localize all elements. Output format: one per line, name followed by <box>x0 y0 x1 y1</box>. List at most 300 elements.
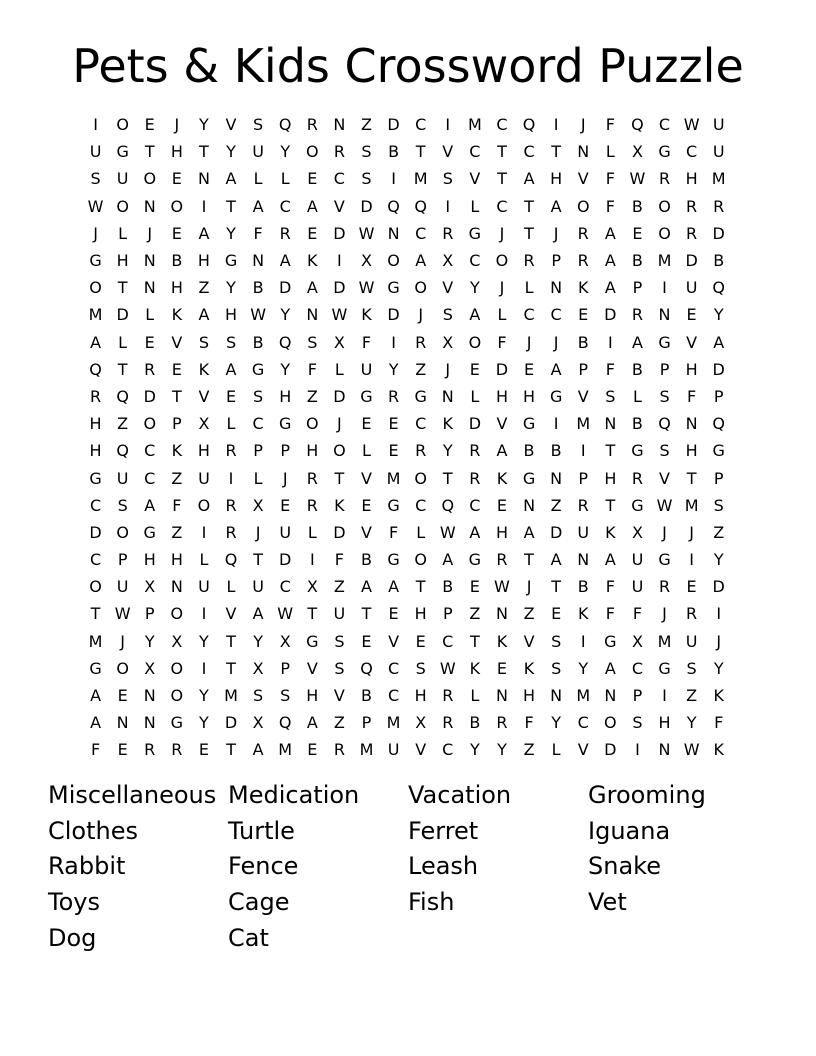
grid-letter: R <box>225 522 237 542</box>
grid-letter: F <box>172 495 182 515</box>
grid-letter: J <box>120 631 125 651</box>
grid-letter: Y <box>199 713 209 733</box>
word-list-item: Leash <box>408 852 479 881</box>
grid-letter: R <box>686 223 698 243</box>
grid-letter: F <box>307 359 317 379</box>
grid-letter: A <box>469 522 481 542</box>
grid-row <box>82 193 734 220</box>
grid-letter: C <box>89 550 102 570</box>
grid-letter: W <box>331 305 348 325</box>
grid-letter: R <box>469 441 481 461</box>
grid-letter: Y <box>497 740 507 760</box>
grid-letter: G <box>89 658 102 678</box>
grid-letter: A <box>713 332 725 352</box>
grid-letter: C <box>415 115 427 135</box>
grid-letter: E <box>198 740 209 760</box>
grid-letter: U <box>116 169 129 189</box>
grid-letter: H <box>550 169 563 189</box>
grid-letter: K <box>334 495 345 515</box>
grid-letter: U <box>360 359 373 379</box>
grid-letter: C <box>577 713 589 733</box>
grid-letter: A <box>523 522 535 542</box>
word-list-item: Vacation <box>408 781 512 809</box>
grid-letter: A <box>252 196 264 216</box>
grid-letter: T <box>605 441 616 461</box>
grid-letter: D <box>685 251 698 271</box>
grid-letter: Q <box>116 386 129 406</box>
grid-letter: D <box>495 359 509 379</box>
grid-letter: Y <box>551 713 562 733</box>
grid-letter: O <box>170 196 184 216</box>
grid-row <box>82 301 734 328</box>
grid-letter: C <box>469 251 481 271</box>
grid-letter: Z <box>171 468 183 488</box>
grid-letter: H <box>279 386 292 406</box>
grid-letter: D <box>333 278 346 298</box>
grid-letter: G <box>116 142 129 162</box>
grid-letter: R <box>577 223 589 243</box>
grid-letter: A <box>306 196 318 216</box>
grid-letter: W <box>629 169 646 189</box>
grid-letter: G <box>306 631 319 651</box>
grid-letter: N <box>252 251 265 271</box>
grid-letter: M <box>88 631 103 651</box>
grid-letter: E <box>144 115 155 135</box>
grid-letter: W <box>439 658 456 678</box>
grid-letter: N <box>495 604 508 624</box>
grid-letter: Z <box>469 604 481 624</box>
grid-letter: Y <box>226 278 236 298</box>
grid-letter: R <box>686 196 698 216</box>
word-list-item: Toys <box>48 888 100 917</box>
grid-letter: Y <box>199 631 209 651</box>
grid-letter: M <box>684 495 699 515</box>
grid-letter: J <box>553 223 559 243</box>
word-list-item: Snake <box>588 852 661 881</box>
grid-letter: X <box>198 414 210 434</box>
grid-row <box>82 628 734 655</box>
grid-letter: N <box>143 713 156 733</box>
grid-letter: R <box>279 223 291 243</box>
grid-letter: F <box>605 359 615 379</box>
grid-letter: R <box>306 115 318 135</box>
grid-letter: E <box>361 414 372 434</box>
grid-letter: I <box>445 115 451 135</box>
grid-letter: A <box>604 251 616 271</box>
grid-letter: M <box>386 468 401 488</box>
grid-letter: O <box>604 713 617 733</box>
grid-letter: I <box>553 414 559 434</box>
grid-letter: A <box>198 305 210 325</box>
grid-letter: L <box>416 522 426 542</box>
grid-letter: H <box>306 686 319 706</box>
grid-letter: T <box>415 142 426 162</box>
grid-letter: M <box>657 631 672 651</box>
grid-letter: D <box>712 577 725 597</box>
grid-letter: M <box>413 169 428 189</box>
grid-row <box>82 247 734 274</box>
grid-letter: H <box>658 713 671 733</box>
grid-letter: S <box>307 332 318 352</box>
grid-letter: Q <box>89 359 102 379</box>
grid-letter: E <box>117 740 128 760</box>
grid-letter: U <box>685 631 698 651</box>
grid-letter: V <box>198 386 210 406</box>
grid-letter: R <box>442 686 454 706</box>
grid-letter: S <box>605 386 616 406</box>
grid-letter: A <box>388 577 400 597</box>
grid-letter: F <box>388 522 399 542</box>
grid-letter: Q <box>712 278 725 298</box>
grid-letter: C <box>415 495 427 515</box>
grid-letter: L <box>307 522 317 542</box>
grid-letter: O <box>143 169 157 189</box>
grid-letter: C <box>442 631 454 651</box>
grid-letter: F <box>605 196 615 216</box>
grid-letter: T <box>497 169 507 189</box>
grid-letter: N <box>441 386 454 406</box>
grid-letter: U <box>712 142 725 162</box>
grid-letter: R <box>713 196 725 216</box>
grid-letter: Y <box>144 631 155 651</box>
grid-letter: H <box>495 522 508 542</box>
grid-letter: G <box>89 251 102 271</box>
grid-letter: B <box>631 196 643 216</box>
grid-letter: S <box>659 441 670 461</box>
grid-letter: Y <box>280 142 291 162</box>
grid-letter: L <box>470 196 480 216</box>
grid-letter: W <box>250 305 267 325</box>
grid-letter: I <box>662 278 667 298</box>
grid-letter: H <box>143 550 156 570</box>
grid-letter: E <box>632 223 643 243</box>
grid-letter: X <box>279 631 291 651</box>
grid-letter: R <box>496 713 508 733</box>
grid-letter: J <box>337 414 342 434</box>
grid-letter: Z <box>361 115 372 135</box>
grid-letter: E <box>307 169 318 189</box>
grid-letter: W <box>683 115 700 135</box>
grid-letter: I <box>689 550 694 570</box>
grid-letter: R <box>442 713 454 733</box>
grid-letter: N <box>550 686 563 706</box>
grid-row <box>82 464 734 491</box>
grid-letter: Q <box>278 713 292 733</box>
grid-letter: X <box>144 577 156 597</box>
grid-letter: X <box>361 251 372 271</box>
grid-letter: E <box>280 495 291 515</box>
grid-letter: K <box>171 441 183 461</box>
grid-letter: I <box>228 468 234 488</box>
grid-letter: D <box>468 414 482 434</box>
grid-letter: W <box>656 495 673 515</box>
grid-letter: O <box>170 686 184 706</box>
grid-letter: D <box>604 740 617 760</box>
grid-letter: V <box>333 686 345 706</box>
grid-letter: A <box>225 359 237 379</box>
grid-letter: L <box>118 223 128 243</box>
grid-letter: G <box>251 359 265 379</box>
grid-letter: J <box>174 115 180 135</box>
grid-letter: E <box>523 359 535 379</box>
grid-letter: N <box>170 577 183 597</box>
grid-letter: T <box>334 468 345 488</box>
grid-letter: J <box>553 332 559 352</box>
grid-letter: R <box>658 169 671 189</box>
grid-letter: E <box>686 577 697 597</box>
grid-letter: S <box>442 169 453 189</box>
word-list-item: Iguana <box>588 816 671 845</box>
grid-letter: C <box>469 495 481 515</box>
grid-letter: I <box>309 550 315 570</box>
grid-letter: E <box>144 332 155 352</box>
grid-letter: T <box>117 359 128 379</box>
grid-letter: F <box>253 223 263 243</box>
grid-letter: I <box>93 115 98 135</box>
grid-row <box>82 329 734 356</box>
grid-letter: C <box>523 305 535 325</box>
grid-letter: T <box>117 278 128 298</box>
grid-letter: V <box>225 115 237 135</box>
grid-letter: E <box>117 686 128 706</box>
grid-row <box>82 410 734 437</box>
puzzle-title: Pets & Kids Crossword Puzzle <box>72 39 744 93</box>
grid-letter: A <box>144 495 156 515</box>
grid-row <box>82 600 734 627</box>
grid-letter: I <box>580 441 586 461</box>
grid-letter: R <box>415 332 427 352</box>
grid-letter: G <box>658 142 671 162</box>
grid-letter: G <box>658 658 671 678</box>
grid-letter: F <box>687 386 697 406</box>
grid-letter: Q <box>414 196 427 216</box>
grid-letter: I <box>201 604 207 624</box>
grid-letter: D <box>89 522 102 542</box>
grid-letter: T <box>442 468 453 488</box>
grid-letter: C <box>469 142 481 162</box>
grid-letter: A <box>198 223 210 243</box>
grid-letter: S <box>551 631 562 651</box>
grid-letter: R <box>469 468 481 488</box>
grid-letter: R <box>686 604 698 624</box>
grid-letter: E <box>469 359 480 379</box>
grid-letter: T <box>226 658 236 678</box>
grid-letter: O <box>89 577 102 597</box>
grid-letter: T <box>253 550 263 570</box>
grid-letter: H <box>604 468 617 488</box>
grid-letter: T <box>686 468 697 488</box>
grid-letter: B <box>388 142 400 162</box>
grid-letter: L <box>199 550 209 570</box>
grid-letter: T <box>415 577 426 597</box>
grid-letter: D <box>360 196 373 216</box>
grid-letter: G <box>468 550 482 570</box>
grid-letter: M <box>386 713 401 733</box>
grid-letter: U <box>279 522 292 542</box>
grid-letter: V <box>577 740 589 760</box>
grid-letter: H <box>685 359 698 379</box>
grid-letter: H <box>523 686 536 706</box>
grid-letter: U <box>685 278 698 298</box>
grid-letter: C <box>496 196 508 216</box>
grid-letter: Y <box>686 713 697 733</box>
grid-letter: N <box>550 278 563 298</box>
grid-letter: T <box>524 550 534 570</box>
grid-letter: R <box>171 740 183 760</box>
grid-letter: C <box>279 196 291 216</box>
grid-letter: L <box>118 332 128 352</box>
grid-letter: O <box>658 196 671 216</box>
grid-letter: B <box>360 686 372 706</box>
grid-letter: S <box>225 332 237 352</box>
grid-letter: A <box>631 332 643 352</box>
grid-letter: R <box>144 740 156 760</box>
grid-letter: Y <box>713 305 724 325</box>
grid-letter: K <box>361 305 372 325</box>
grid-letter: B <box>360 550 372 570</box>
word-list-item: Turtle <box>228 816 295 845</box>
grid-letter: B <box>577 332 589 352</box>
grid-letter: S <box>551 658 562 678</box>
grid-letter: T <box>226 631 236 651</box>
grid-letter: X <box>333 332 345 352</box>
grid-letter: R <box>631 468 643 488</box>
grid-letter: J <box>282 468 288 488</box>
grid-letter: H <box>495 386 508 406</box>
grid-letter: T <box>524 223 534 243</box>
grid-letter: D <box>387 115 400 135</box>
grid-letter: G <box>414 386 427 406</box>
grid-letter: A <box>604 278 616 298</box>
grid-letter: O <box>333 441 346 461</box>
grid-letter: O <box>116 522 129 542</box>
grid-letter: J <box>445 359 451 379</box>
grid-letter: V <box>333 196 345 216</box>
grid-letter: G <box>224 251 238 271</box>
grid-letter: O <box>116 196 129 216</box>
grid-letter: G <box>658 332 671 352</box>
grid-letter: O <box>658 223 671 243</box>
grid-row <box>82 546 734 573</box>
grid-letter: N <box>577 550 590 570</box>
word-list-item: Ferret <box>408 816 479 845</box>
grid-letter: O <box>170 604 184 624</box>
grid-letter: G <box>631 441 644 461</box>
grid-row <box>82 111 734 138</box>
grid-letter: C <box>496 115 508 135</box>
grid-letter: Z <box>686 686 698 706</box>
grid-letter: B <box>523 441 535 461</box>
grid-letter: B <box>577 577 589 597</box>
grid-letter: V <box>577 386 589 406</box>
grid-letter: V <box>361 522 372 542</box>
grid-letter: S <box>253 115 264 135</box>
grid-letter: A <box>550 359 562 379</box>
grid-letter: X <box>415 713 427 733</box>
grid-letter: D <box>224 713 238 733</box>
grid-letter: C <box>631 658 643 678</box>
grid-letter: I <box>337 251 342 271</box>
grid-letter: G <box>522 468 536 488</box>
grid-letter: E <box>388 414 399 434</box>
grid-letter: X <box>631 522 643 542</box>
grid-letter: Q <box>631 115 644 135</box>
word-list-item: Cat <box>228 923 269 952</box>
grid-letter: P <box>551 251 561 271</box>
grid-letter: N <box>550 468 563 488</box>
grid-letter: L <box>280 169 290 189</box>
grid-letter: H <box>116 251 129 271</box>
grid-letter: V <box>469 169 481 189</box>
grid-letter: W <box>439 522 456 542</box>
grid-letter: H <box>89 441 102 461</box>
grid-letter: A <box>225 169 237 189</box>
grid-letter: O <box>306 414 319 434</box>
grid-letter: L <box>470 686 480 706</box>
grid-letter: F <box>714 713 724 733</box>
grid-letter: O <box>197 495 211 515</box>
grid-letter: U <box>198 468 210 488</box>
grid-letter: N <box>577 142 590 162</box>
grid-letter: D <box>279 278 292 298</box>
grid-letter: G <box>387 550 400 570</box>
grid-letter: K <box>171 305 183 325</box>
grid-letter: U <box>252 577 264 597</box>
grid-letter: L <box>524 278 534 298</box>
grid-letter: V <box>686 332 698 352</box>
grid-letter: D <box>604 305 617 325</box>
grid-letter: U <box>387 740 400 760</box>
grid-letter: B <box>631 414 643 434</box>
grid-letter: D <box>143 386 156 406</box>
grid-letter: L <box>145 305 155 325</box>
grid-letter: I <box>391 332 396 352</box>
grid-letter: N <box>116 713 129 733</box>
grid-row <box>82 165 734 192</box>
grid-letter: A <box>469 305 481 325</box>
grid-letter: V <box>361 468 372 488</box>
grid-letter: S <box>361 142 372 162</box>
grid-letter: Z <box>117 414 129 434</box>
grid-letter: T <box>307 604 318 624</box>
grid-letter: A <box>306 278 318 298</box>
grid-letter: U <box>631 577 644 597</box>
grid-letter: A <box>415 251 427 271</box>
grid-letter: J <box>499 223 505 243</box>
grid-letter: L <box>226 414 236 434</box>
grid-letter: P <box>144 604 155 624</box>
grid-letter: C <box>387 658 400 678</box>
grid-letter: J <box>147 223 153 243</box>
grid-letter: T <box>551 577 562 597</box>
grid-letter: N <box>143 251 156 271</box>
grid-letter: E <box>686 305 697 325</box>
word-list-item: Vet <box>588 888 627 917</box>
grid-letter: P <box>361 713 372 733</box>
grid-letter: K <box>577 278 589 298</box>
grid-row <box>82 682 734 709</box>
grid-letter: W <box>114 604 131 624</box>
grid-letter: X <box>252 713 264 733</box>
grid-letter: C <box>333 169 345 189</box>
grid-letter: Z <box>550 495 562 515</box>
grid-letter: N <box>143 196 156 216</box>
grid-letter: K <box>713 686 724 706</box>
grid-letter: S <box>253 386 264 406</box>
grid-letter: U <box>116 577 129 597</box>
grid-letter: O <box>495 251 509 271</box>
grid-letter: T <box>361 604 372 624</box>
